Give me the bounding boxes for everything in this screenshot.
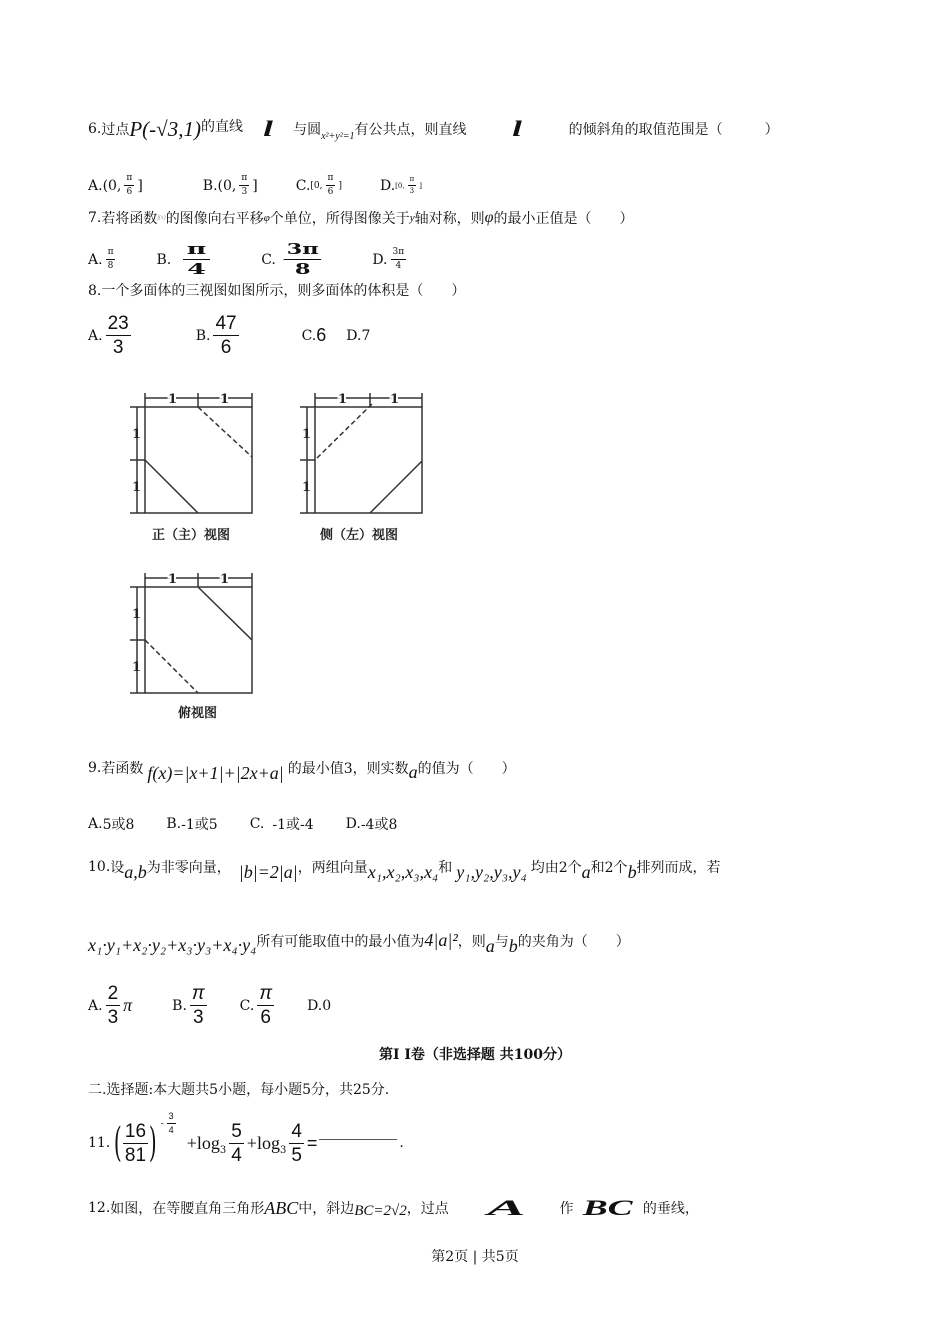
text: 和2个 <box>590 859 628 876</box>
option-label: D. <box>372 251 388 268</box>
option-d[interactable] <box>346 814 398 834</box>
magnitude-condition: |b|=2|a| <box>238 862 298 882</box>
option-label: B. <box>195 327 211 344</box>
denominator: 8 <box>107 261 114 271</box>
minimum-value: 4|a|² <box>424 930 458 950</box>
log-term: +log <box>186 1132 220 1153</box>
option-label: A. <box>88 251 103 268</box>
text: 与 <box>494 933 509 950</box>
question-number: 12. <box>88 1200 111 1216</box>
bracket: [0, <box>310 180 323 191</box>
phi-symbol: φ <box>263 212 270 224</box>
question-10 <box>88 856 721 882</box>
point-p: P(-√3,1) <box>129 116 201 141</box>
variable-b: b <box>508 936 518 956</box>
question-number: 9. <box>88 759 102 776</box>
question-11 <box>88 1111 404 1166</box>
pi-symbol: π <box>123 995 133 1015</box>
top-view-caption: 俯视图 <box>178 706 218 721</box>
numerator: π <box>239 174 249 186</box>
side-view <box>300 393 422 513</box>
text: 若函数 <box>101 760 144 777</box>
option-value: -4或8 <box>360 817 398 833</box>
right-paren: ) <box>148 1120 157 1166</box>
option-d[interactable] <box>346 328 370 344</box>
option-value: 0 <box>322 997 332 1014</box>
numerator: π <box>408 176 417 186</box>
fraction <box>124 174 134 197</box>
numerator: 2 <box>107 983 119 1004</box>
option-label: D. <box>307 997 323 1014</box>
fraction <box>190 984 207 1027</box>
dimension-label: 1 <box>132 660 142 675</box>
option-label: D. <box>346 327 362 344</box>
option-b[interactable] <box>166 814 217 834</box>
front-view-caption: 正（主）视图 <box>152 528 231 543</box>
question-text: 8.一个多面体的三视图如图所示，则多面体的体积是（ ） <box>88 283 466 299</box>
dimension-label: 1 <box>338 392 348 407</box>
question-6 <box>88 116 779 142</box>
option-d[interactable] <box>380 176 422 195</box>
option-label: A. <box>88 816 103 832</box>
hypotenuse-length: BC=2√2 <box>354 1202 407 1219</box>
three-view-figure <box>110 370 550 730</box>
numerator: 47 <box>215 313 237 334</box>
denominator: 6 <box>126 187 133 197</box>
option-label: B. <box>172 997 187 1014</box>
question-number: 7. <box>88 210 102 226</box>
option-label: C. <box>239 997 255 1014</box>
numerator: 5 <box>231 1120 242 1142</box>
exponent-sign: - <box>160 1118 164 1129</box>
vectors-x: x₁,x₂,x₃,x₄ <box>367 862 439 882</box>
denominator: 8 <box>294 260 311 278</box>
section-intro: 二.选择题:本大题共5小题，每小题5分，共25分. <box>88 1082 390 1098</box>
page-footer: 第2页 | 共5页 <box>431 1249 519 1265</box>
denominator: 3 <box>193 1007 204 1028</box>
equals-sign: = <box>306 1132 318 1153</box>
numerator: π <box>191 983 205 1004</box>
text: 轴对称，则 <box>414 211 485 227</box>
fraction <box>183 242 210 277</box>
question-9 <box>88 757 516 783</box>
option-c[interactable] <box>261 242 318 277</box>
fraction <box>257 984 274 1027</box>
fraction <box>239 174 249 197</box>
fraction <box>106 248 116 271</box>
front-view <box>130 393 252 513</box>
fraction <box>213 314 238 357</box>
text: 均由2个 <box>530 859 582 876</box>
option-d[interactable] <box>307 998 331 1014</box>
fraction <box>408 176 417 195</box>
dot-product-sum: x₁·y₁+x₂·y₂+x₃·y₃+x₄·y₄ <box>88 935 257 955</box>
dimension-label: 1 <box>390 392 400 407</box>
line-l: l <box>263 116 273 141</box>
variable-b: b <box>627 862 637 882</box>
fraction <box>229 1122 244 1165</box>
text: 的图像向右平移 <box>165 211 264 227</box>
option-label: C. <box>261 251 276 268</box>
dimension-label: 1 <box>132 427 142 442</box>
fraction <box>326 174 336 197</box>
base-fraction <box>123 1122 148 1165</box>
text: 的垂线， <box>642 1201 699 1217</box>
dimension-label: 1 <box>132 480 142 495</box>
option-label: B. <box>202 177 218 194</box>
option-c[interactable] <box>296 174 342 197</box>
text: 若将函数 <box>101 211 158 227</box>
dimension-label: 1 <box>220 392 230 407</box>
text: 有公共点，则直线 <box>354 122 467 138</box>
fraction <box>106 984 121 1027</box>
option-b[interactable] <box>156 242 207 277</box>
denominator: 3 <box>107 1007 119 1028</box>
text: 为非零向量， <box>146 859 231 876</box>
line-l: l <box>512 116 523 141</box>
denominator: 6 <box>327 187 334 197</box>
question-number: 11. <box>88 1135 111 1151</box>
text: 个单位，所得图像关于 <box>269 211 410 227</box>
denominator: 3 <box>241 187 248 197</box>
numerator: 16 <box>124 1120 147 1142</box>
text: 的值为（ ） <box>417 760 516 777</box>
denominator: 4 <box>168 1125 174 1135</box>
variable-a: a <box>485 936 495 956</box>
bracket: ] <box>252 177 258 194</box>
vectors-ab: a,b <box>124 862 147 882</box>
option-a[interactable] <box>88 814 134 834</box>
option-c[interactable] <box>240 984 277 1027</box>
side-view-caption: 侧（左）视图 <box>320 528 399 543</box>
question-6-options <box>88 174 460 197</box>
text: ，则 <box>457 933 486 950</box>
option-value: 6 <box>316 325 327 345</box>
triangle-abc: ABC <box>264 1197 299 1218</box>
exponent <box>161 1112 179 1135</box>
fraction <box>284 242 322 277</box>
vectors-y: y₁,y₂,y₃,y₄ <box>456 862 527 882</box>
answer-blank[interactable] <box>319 1139 397 1140</box>
numerator: 3π <box>391 248 407 260</box>
text: 的最小正值是（ ） <box>493 211 634 227</box>
bracket: (0, <box>102 177 122 194</box>
option-value: 7 <box>361 327 371 344</box>
text: 和 <box>438 859 453 876</box>
option-value: -1或5 <box>181 817 218 833</box>
numerator: 4 <box>291 1120 302 1142</box>
y-symbol: y <box>409 212 415 224</box>
circle-equation: x²+y²=1 <box>321 131 355 142</box>
text: 与圆 <box>293 122 322 138</box>
question-10-options <box>88 984 369 1027</box>
option-value: -1或-4 <box>272 817 314 833</box>
question-12 <box>88 1195 699 1221</box>
bracket: [0, <box>395 181 405 190</box>
phi-symbol: φ <box>484 209 494 226</box>
text: 中，斜边 <box>298 1201 355 1217</box>
denominator: 4 <box>395 261 402 271</box>
question-8-options <box>88 314 408 357</box>
dimension-label: 1 <box>302 480 312 495</box>
option-a[interactable] <box>88 174 143 197</box>
option-label: D. <box>379 177 396 194</box>
text: 的最小值3，则实数 <box>287 760 409 777</box>
text: ，两组向量 <box>297 859 368 876</box>
text: 设 <box>110 859 125 876</box>
option-label: B. <box>166 816 182 832</box>
denominator: 6 <box>220 337 232 358</box>
section-title: 第I I卷（非选择题 共100分） <box>378 1047 572 1063</box>
denominator: 3 <box>112 337 124 358</box>
option-c[interactable] <box>302 325 327 346</box>
option-value: 5或8 <box>102 817 135 833</box>
option-label: C. <box>301 327 317 344</box>
option-label: C. <box>249 816 265 832</box>
denominator: 4 <box>187 260 207 278</box>
question-9-options <box>88 814 435 834</box>
top-view <box>130 573 252 693</box>
option-label: C. <box>295 177 311 194</box>
point-a: A <box>487 1195 526 1220</box>
numerator: π <box>183 242 210 260</box>
numerator: 3 <box>167 1112 176 1124</box>
text: 所有可能取值中的最小值为 <box>256 933 425 950</box>
dimension-label: 1 <box>220 572 230 587</box>
bracket: ] <box>338 180 342 191</box>
function-image: f(x) <box>157 215 166 221</box>
text: 排列而成，若 <box>636 859 721 876</box>
period: . <box>399 1135 404 1151</box>
denominator: 5 <box>291 1144 302 1166</box>
numerator: π <box>106 248 116 260</box>
question-7-options <box>88 242 447 277</box>
variable-a: a <box>408 762 418 782</box>
fraction <box>391 248 407 271</box>
dimension-label: 1 <box>168 572 178 587</box>
option-a[interactable] <box>88 984 132 1027</box>
text: 的直线 <box>200 119 243 135</box>
question-number: 6. <box>88 121 102 137</box>
segment-bc: BC <box>583 1195 634 1220</box>
fraction <box>106 314 131 357</box>
left-paren: ( <box>114 1120 122 1166</box>
question-7 <box>88 208 634 228</box>
option-b[interactable] <box>172 984 209 1027</box>
question-8 <box>88 280 465 300</box>
text: 如图，在等腰直角三角形 <box>110 1201 265 1217</box>
bracket: (0, <box>217 177 237 194</box>
fraction <box>289 1122 304 1165</box>
text: 过点 <box>101 122 130 138</box>
option-b[interactable] <box>196 314 242 357</box>
dimension-label: 1 <box>302 427 312 442</box>
option-label: A. <box>88 327 103 344</box>
denominator: 3 <box>409 187 415 195</box>
bracket: ] <box>137 177 143 194</box>
text: 作 <box>559 1201 574 1217</box>
exponent-fraction <box>167 1112 176 1135</box>
log-base: 3 <box>219 1144 227 1156</box>
text: 的倾斜角的取值范围是（ ） <box>568 122 779 138</box>
option-a[interactable] <box>88 314 134 357</box>
numerator: π <box>259 983 273 1004</box>
numerator: 3π <box>284 242 322 260</box>
question-number: 10. <box>88 858 111 875</box>
option-b[interactable] <box>203 174 258 197</box>
option-a[interactable] <box>88 248 118 271</box>
option-d[interactable] <box>372 248 409 271</box>
bracket: ] <box>419 181 422 190</box>
denominator: 4 <box>231 1144 242 1166</box>
text: 的夹角为（ ） <box>517 933 630 950</box>
log-term: +log <box>246 1132 280 1153</box>
denominator: 6 <box>260 1007 271 1028</box>
option-label: D. <box>345 816 361 832</box>
function-formula: f(x)=|x+1|+|2x+a| <box>147 763 284 783</box>
option-label: A. <box>88 997 103 1014</box>
variable-a: a <box>581 862 591 882</box>
option-c[interactable] <box>250 814 314 834</box>
question-10-line-2 <box>88 930 630 956</box>
numerator: π <box>124 174 134 186</box>
numerator: π <box>326 174 336 186</box>
option-label: A. <box>88 177 103 194</box>
dimension-label: 1 <box>132 607 142 622</box>
log-base: 3 <box>279 1144 287 1156</box>
numerator: 23 <box>107 313 129 334</box>
dimension-label: 1 <box>168 392 178 407</box>
option-label: B. <box>156 251 172 268</box>
text: ，过点 <box>406 1201 449 1217</box>
denominator: 81 <box>124 1144 147 1166</box>
